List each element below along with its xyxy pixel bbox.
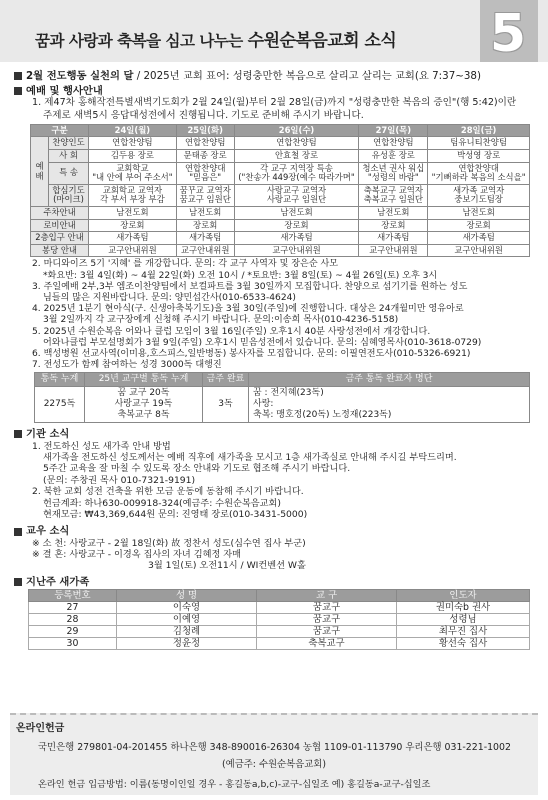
worship-item-7: 7. 전성도가 함께 참여하는 성경 3000독 대행진: [32, 360, 222, 371]
worship-item-5: 5. 2025년 수원순복음 어와나 클럽 모임이 3월 16일(주일) 오후1시 40분 사랑성전에서 개강합니다.: [32, 326, 431, 337]
worship-item-6: 6. 백성병원 선교사역(이미용,호스피스,일반병동) 봉사자를 모집합니다. 문의: 이필연전도사(010-5326-6921): [32, 348, 471, 359]
worship-item-1b: 주제로 새벽5시 응답대성전에서 진행됩니다. 기도로 준비해 주시기 바랍니다.: [43, 109, 364, 121]
page-header: [0, 0, 548, 62]
offering-method: 온라인 헌금 입금방법: 이름(동명이인일 경우 - 홍길동a,b,c)-교구-십일조 예) 홍길동a-교구-십일조: [38, 779, 431, 790]
worship-item-5b: 어와나클럽 부모설명회가 3월 9일(주일) 오후1시 믿음성전에서 있습니다. 문의: 심혜영목사(010-3618-0729): [43, 337, 482, 348]
org-item-1b: 5주간 교육을 잘 마칠 수 있도록 장소 안내와 기도로 협조해 주시기 바랍니다.: [43, 463, 351, 475]
worship-item-2: 2. 마디와이즈 5기 '지혜' 를 개강합니다. 문의: 각 교구 사역자 및 장은순 사모: [32, 259, 339, 270]
schedule-header-row: 구분 24일(월) 25일(화) 26일(수) 27일(목) 28일(금): [31, 124, 530, 137]
newcomers-header-row: 등록번호 성 명 교 구 인도자: [29, 590, 530, 602]
online-offering-box: [10, 713, 538, 795]
schedule-row: 주차안내 남전도회 남전도회 남전도회 남전도회 남전도회: [31, 206, 530, 219]
parish-heading: 교우 소식: [14, 525, 536, 537]
bank-accounts: 국민은행 279801-04-201455 하나은행 348-890016-26304 농협 1109-01-113790 우리은행 031-221-1002: [38, 742, 511, 753]
reading-header-row: 통독 누계 25년 교구별 통독 누계 금주 완료 금주 통독 완료자 명단: [35, 373, 530, 387]
org-heading: 기관 소식: [14, 428, 536, 440]
org-item-1: 1. 전도하신 성도 새가족 안내 방법: [32, 440, 171, 452]
schedule-row: 2층입구 안내 새가족팀 새가족팀 새가족팀 새가족팀 새가족팀: [31, 232, 530, 245]
newcomers-heading: 지난주 새가족: [14, 576, 536, 588]
org-item-1a: 새가족을 전도하신 성도께서는 예배 직후에 새가족을 모시고 1층 새가족실로 안내해 주시길 부탁드리며.: [43, 451, 457, 463]
org-item-2b: 현재모금: ₩43,369,644원 문의: 진영태 장로(010-3431-5000): [43, 509, 308, 521]
table-row: 28 이예영 꿈교구 성령님: [29, 614, 530, 626]
square-bullet-icon: [14, 578, 22, 586]
worship-item-3: 3. 주일예배 2부,3부 엠조이찬양팀에서 보컬파트를 3월 30일까지 모집합니다. 찬양으로 섬기기를 원하는 성도: [32, 281, 468, 292]
schedule-row: 예배 찬양인도 연합찬양팀 연합찬양팀 연합찬양팀 연합찬양팀 팀유니티찬양팀: [31, 137, 530, 150]
schedule-row: 합심기도 (마이크) 교회학교 교역자 각 부서 부장 부감 꿈꾸교 교역자 꿈교구 임원단 사랑교구 교역자 사랑교구 임원단 축복교구 교역자 축복교구 임원단 새가족 교역자 중보기도팀장: [31, 184, 530, 206]
page-number: 5: [489, 4, 526, 64]
newcomers-table: [28, 589, 530, 650]
worship-heading: 예배 및 행사안내: [14, 85, 536, 97]
header-title: 꿈과 사랑과 축복을 심고 나누는 수원순복음교회 소식: [35, 31, 397, 51]
table-row: 29 김청례 꿈교구 최무진 집사: [29, 626, 530, 638]
wedding-detail: 3월 1일(토) 오전11시 / WI컨벤션 W홀: [148, 560, 306, 572]
schedule-row: 로비안내 장로회 장로회 장로회 장로회 장로회: [31, 219, 530, 232]
table-row: 30 정윤정 축복교구 황선숙 집사: [29, 638, 530, 650]
worship-item-4b: 3월 2일까지 각 교구장에게 신청해 주시기 바랍니다. 문의:이송희 목사(010-4236-5158): [43, 315, 399, 326]
worship-item-4: 4. 2025년 1분기 현아식(구. 신생아축복기도)을 3월 30일(주일)에 진행합니다. 대상은 24개월미만 영유아로: [32, 304, 464, 315]
death-notice: 사랑교구 - 2월 18일(화) 故 정찬서 성도(심수연 집사 부군): [69, 537, 306, 549]
schedule-table: [30, 124, 530, 258]
org-item-2: 2. 북한 교회 성전 건축을 위한 모금 운동에 동참해 주시기 바랍니다.: [32, 486, 304, 498]
table-row: 27 이숙영 꿈교구 권미숙b 권사: [29, 602, 530, 614]
worship-item-3b: 님들의 많은 지원바랍니다. 문의: 양민섭간사(010-6533-4624): [43, 292, 296, 303]
wedding-notice: 사랑교구 - 이경옥 집사의 자녀 김혜정 자매: [69, 549, 242, 561]
org-item-1c: (문의: 주창권 목사 010-7321-9191): [43, 474, 196, 486]
square-bullet-icon: [14, 87, 22, 95]
schedule-row: 봉당 안내 교구안내위원 교구안내위원 교구안내위원 교구안내위원 교구안내위원: [31, 244, 530, 257]
square-bullet-icon: [14, 528, 22, 536]
square-bullet-icon: [14, 430, 22, 438]
reading-row: 2275독 꿈 교구 20독 사랑교구 19독 축복교구 8독 3독 꿈 : 전지혜(23독) 사랑: 축복: 맹호정(20독) 노정재(223독): [35, 387, 530, 423]
online-offering-heading: 온라인헌금: [16, 723, 65, 734]
worship-item-2b: *화요반: 3월 4일(화) ~ 4월 22일(화) 오전 10시 / *토요반: 3월 8일(토) ~ 4월 26일(토) 오후 3시: [43, 270, 438, 281]
account-holder: (예금주: 수원순복음교회): [221, 759, 327, 770]
square-bullet-icon: [14, 72, 22, 80]
worship-item-1: 1. 제47차 홍해작전특별새벽기도회가 2월 24일(월)부터 2월 28일(금)까지 "성령충만한 복음의 증인"(행 5:42)이란: [32, 97, 517, 109]
org-item-2a: 헌금계좌: 하나630-009918-324(예금주: 수원순복음교회): [43, 497, 281, 509]
schedule-row: 특 송 교회학교 "내 안에 부어 주소서" 연합찬양대 "믿음은" 각 교구 지역장 특송 ("찬송가 449장(예수 따라가며" 청소년 권사 워십 "성령의 바람" 연합찬양대 "기뻐하라 복음의 소식을": [31, 162, 530, 184]
theme-line: 2월 전도행동 실천의 달 / 2025년 교회 표어: 성령충만한 복음으로 살리고 살리는 교회(요 7:37~38): [14, 70, 536, 82]
bible-reading-table: [34, 372, 530, 423]
bulletin-content: 2월 전도행동 실천의 달 / 2025년 교회 표어: 성령충만한 복음으로 살리고 살리는 교회(요 7:37~38) 예배 및 행사안내 1. 제47차 홍해작전특별새벽기도회가 2월 24일(월)부터 2월 28일(금)까지 "성령충만한 복음의 증인"(행 5:42)이란 주제로 새벽5시 응답대성전에서 진행됩니다. 기도로 준비해 주시기 바랍니다. 구분 24일(월) 25일(화) 26일(수) 27일(목) 28일(금) 예배 찬양인도 연합찬양팀 연합찬양팀 연합찬양팀 연합찬양팀 팀유니티찬양팀 사 회 김두용 장로 문태종 장로 안효철 장로 유성훈 장로 박성영 장로 특 송 교회학교 "내 안에 부어 주소서" 연합찬양대 "믿음은" 각 교구 지역장 특송 ("찬송가 449장(예수 따라가며" 청소년 권사 워십 "성령의 바람" 연합찬양대 "기뻐하라 복음의 소식을" 합심기도 (마이크) 교회학교 교역자 각 부서 부장 부감 꿈꾸교 교역자 꿈교구 임원단 사랑교구 교역자 사랑교구 임원단 축복교구 교역자 축복교구 임원단 새가족 교역자 중보기도팀장 주차안내 남전도회 남전도회 남전도회 남전도회 남전도회 로비안내 장로회 장로회 장로회 장로회 장로회 2층입구 안내 새가족팀 새가족팀 새가족팀 새가족팀 새가족팀 봉당 안내 교구안내위원 교구안내위원 교구안내위원 교구안내위원 교구안내위원 2. 마디와이즈 5기 '지혜' 를 개강합니다. 문의: 각 교구 사역자 및 장은순 사모 *화요반: 3월 4일(화) ~ 4월 22일(화) 오전 10시 / *토요반: 3월 8일(토) ~ 4월 26일(토) 오후 3시 3. 주일예배 2부,3부 엠조이찬양팀에서 보컬파트를 3월 30일까지 모집합니다. 찬양으로 섬기기를 원하는 성도 님들의 많은 지원바랍니다. 문의: 양민섭간사(010-6533-4624) 4. 2025년 1분기 현아식(구. 신생아축복기도)을 3월 30일(주일)에 진행합니다. 대상은 24개월미만 영유아로 3월 2일까지 각 교구장에게 신청해 주시기 바랍니다. 문의:이송희 목사(010-4236-5158) 5. 2025년 수원순복음 어와나 클럽 모임이 3월 16일(주일) 오후1시 40분 사랑성전에서 개강합니다. 어와나클럽 부모설명회가 3월 9일(주일) 오후1시 믿음성전에서 있습니다. 문의: 심혜영목사(010-3618-0729) 6. 백성병원 선교사역(이미용,호스피스,일반병동) 봉사자를 모집합니다. 문의: 이필연전도사(010-5326-6921) 7. 전성도가 함께 참여하는 성경 3000독 대행진 통독 누계 25년 교구별 통독 누계 금주 완료 금주 통독 완료자 명단 2275독 꿈 교구 20독 사랑교구 19독 축복교구 8독 3독 꿈 : 전지혜(23독) 사랑: 축복: 맹호정(20독) 노정재(223독) 기관 소식 1. 전도하신 성도 새가족 안내 방법 새가족을 전도하신 성도께서는 예배 직후에 새가족을 모시고 1층 새가족실로 안내해 주시길 부탁드리며. 5주간 교육을 잘 마칠 수 있도록 장소 안내와 기도로 협조해 주시기 바랍니다. (문의: 주창권 목사 010-7321-9191) 2. 북한 교회 성전 건축을 위한 모금 운동에 동참해 주시기 바랍니다. 헌금계좌: 하나630-009918-324(예금주: 수원순복음교회) 현재모금: ₩43,369,644원 문의: 진영태 장로(010-3431-5000) 교우 소식 ※ 소 천: 사랑교구 - 2월 18일(화) 故 정찬서 성도(심수연 집사 부군) ※ 결 혼: 사랑교구 - 이경옥 집사의 자녀 김혜정 자매 3월 1일(토) 오전11시 / WI컨벤션 W홀 지난주 새가족 등록번호 성 명 교 구 인도자 27 이숙영 꿈교구 권미숙b 권사 28 이예영 꿈교구 성령님 29 김청례 꿈교구 최무진 집사 30 정윤정 축복교구 황선숙 집사: [14, 70, 536, 650]
church-name: 수원순복음교회 소식: [247, 31, 397, 51]
schedule-row: 사 회 김두용 장로 문태종 장로 안효철 장로 유성훈 장로 박성영 장로: [31, 150, 530, 163]
